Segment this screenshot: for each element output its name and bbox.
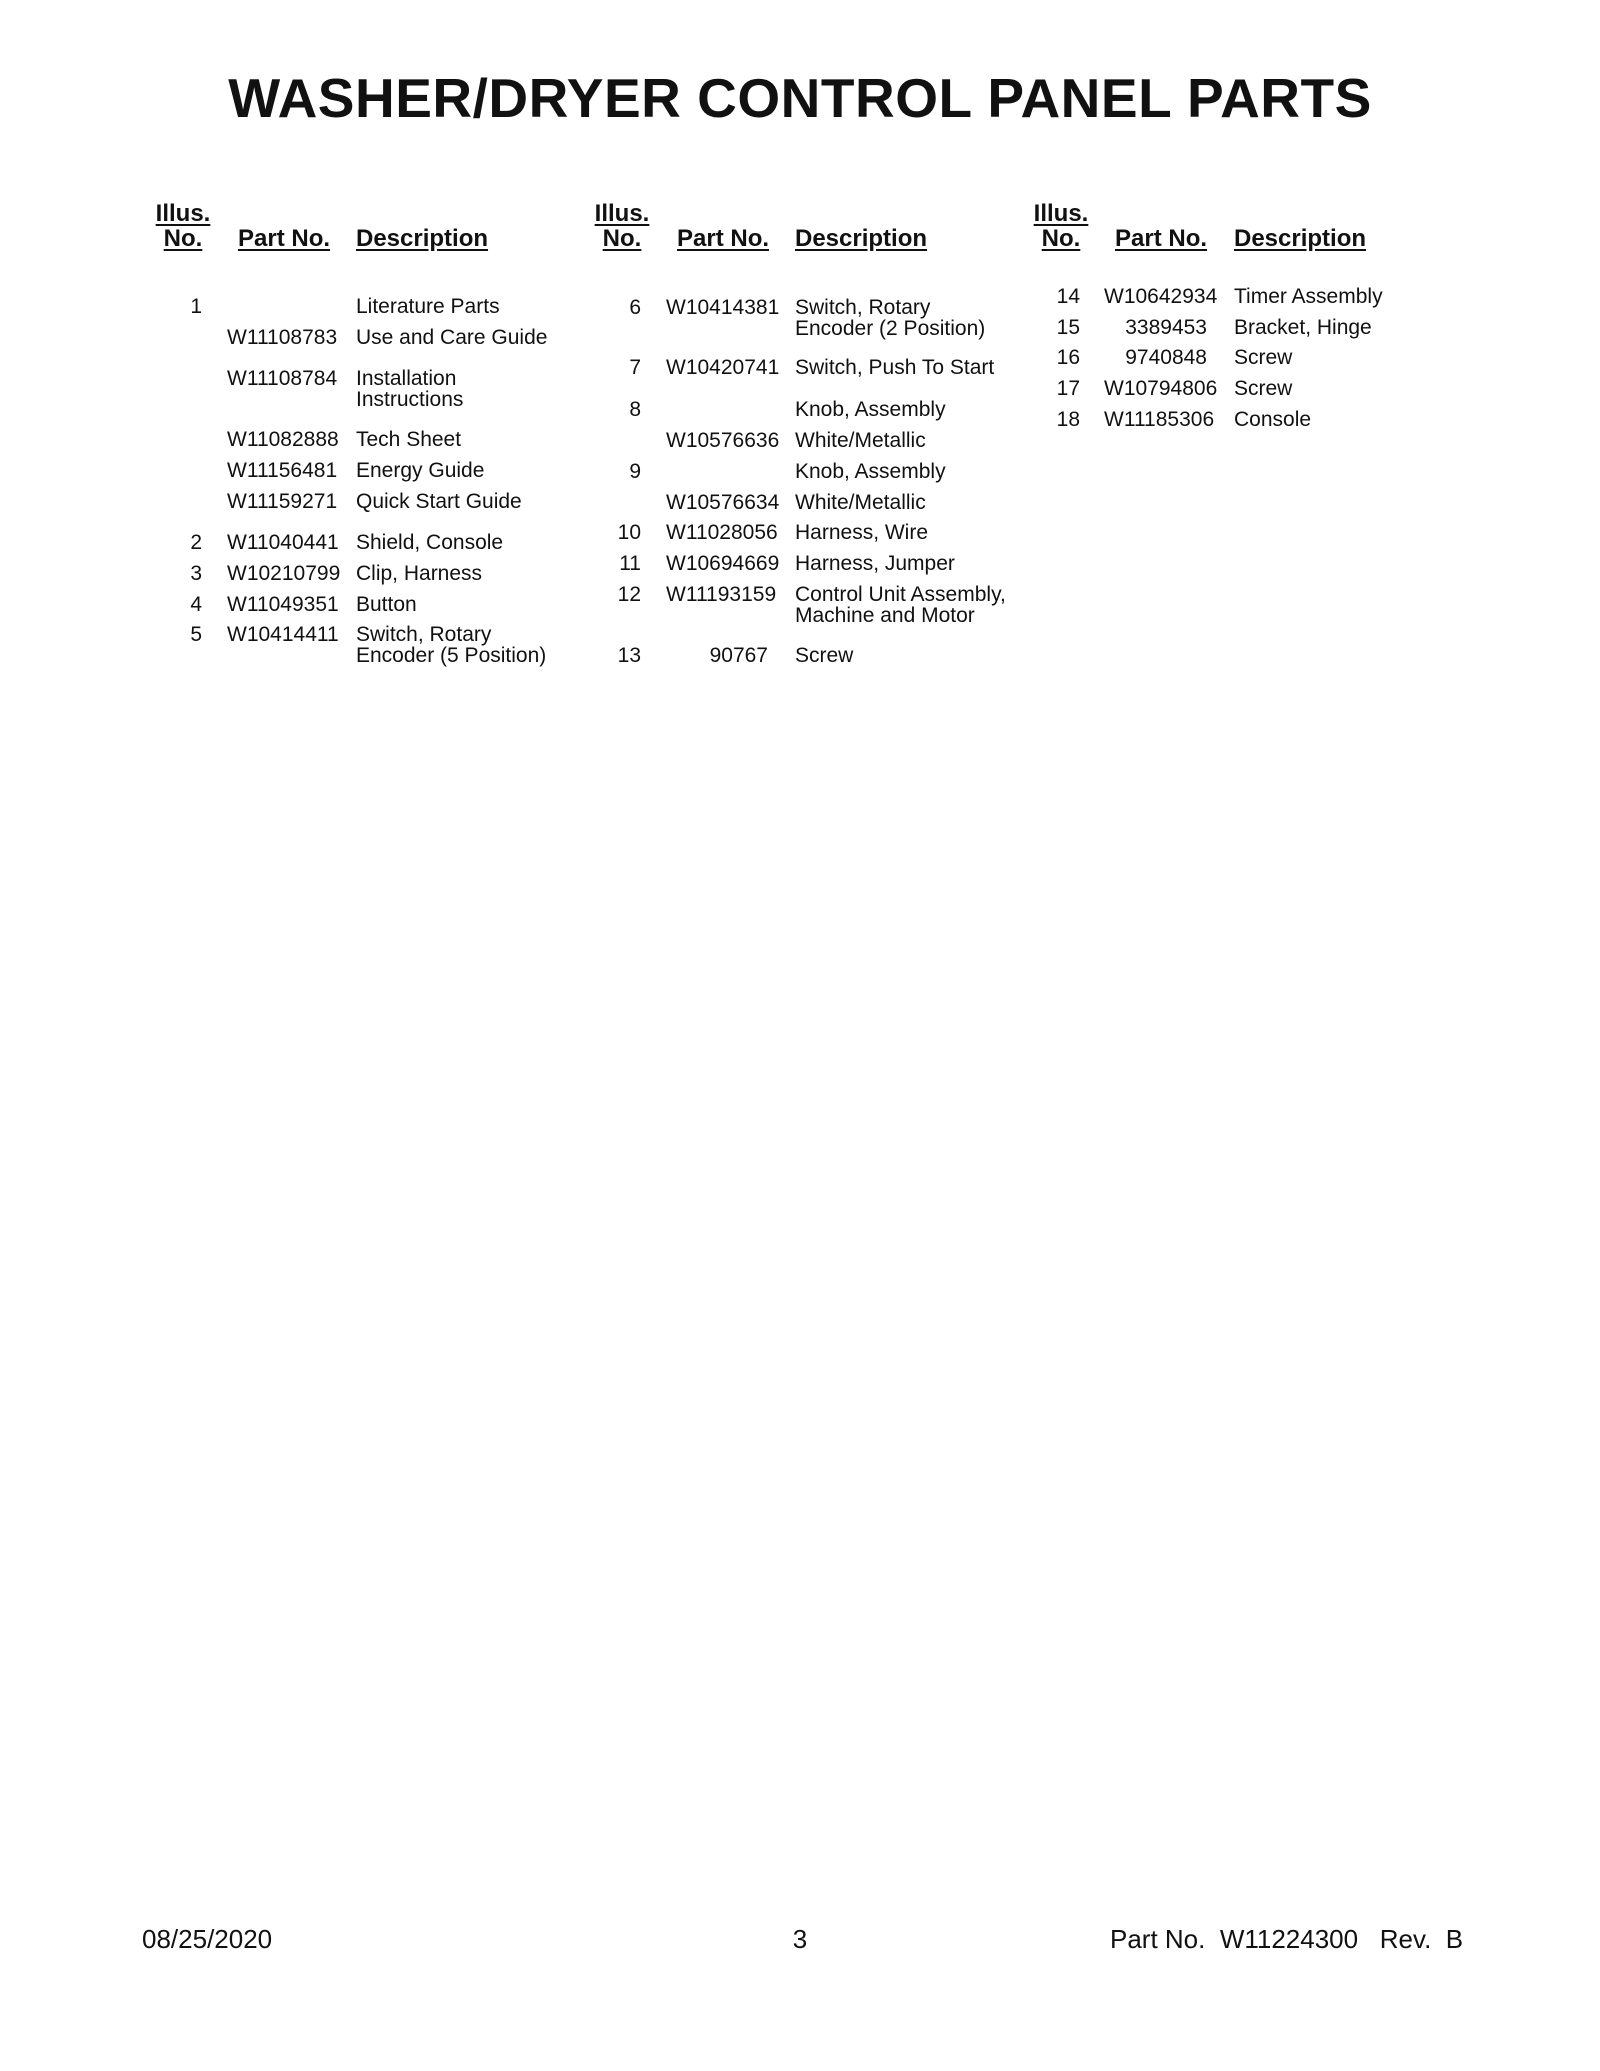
part-description: Energy Guide: [356, 459, 485, 482]
header-illus-no: [154, 201, 212, 251]
part-description: Switch, Rotary: [795, 296, 931, 319]
header-description: Description: [1234, 225, 1367, 252]
illus-number: 2: [190, 531, 202, 554]
header-illus-label: Illus.: [594, 200, 650, 227]
part-number: W11159271: [227, 490, 338, 513]
header-illus-label: Illus.: [1033, 200, 1089, 227]
header-part-no: Part No.: [1115, 225, 1208, 252]
part-number: W11108784: [227, 367, 338, 390]
part-number: 9740848: [1125, 346, 1207, 369]
part-description: Shield, Console: [356, 531, 504, 554]
header-description: Description: [356, 225, 489, 252]
part-description: Instructions: [356, 388, 464, 411]
part-number: W10414411: [227, 623, 339, 646]
illus-number: 1: [190, 295, 202, 318]
header-illus-label: Illus.: [155, 200, 211, 227]
part-description: Button: [356, 593, 417, 616]
illus-number: 3: [190, 562, 202, 585]
illus-number: 15: [1056, 316, 1080, 339]
header-no-label: No.: [163, 225, 203, 252]
illus-number: 12: [617, 583, 641, 606]
illus-number: 14: [1056, 285, 1080, 308]
part-description: Quick Start Guide: [356, 490, 522, 513]
illus-number: 16: [1056, 346, 1080, 369]
part-number: W10576636: [666, 429, 780, 452]
header-description: Description: [795, 225, 928, 252]
illus-number: 5: [190, 623, 202, 646]
part-description: White/Metallic: [795, 491, 926, 514]
part-number: W10420741: [666, 356, 780, 379]
part-description: Literature Parts: [356, 295, 500, 318]
part-number: 90767: [709, 644, 768, 667]
part-number: W11028056: [666, 521, 778, 544]
illus-number: 13: [617, 644, 641, 667]
part-description: Screw: [1234, 346, 1293, 369]
part-description: Tech Sheet: [356, 428, 462, 451]
part-number: W11108783: [227, 326, 338, 349]
part-description: Clip, Harness: [356, 562, 483, 585]
part-description: Installation: [356, 367, 457, 390]
header-part-no: Part No.: [677, 225, 770, 252]
part-description: Knob, Assembly: [795, 398, 946, 421]
part-description: Control Unit Assembly,: [795, 583, 1006, 606]
part-description: White/Metallic: [795, 429, 926, 452]
part-description: Machine and Motor: [795, 604, 975, 627]
illus-number: 9: [629, 460, 641, 483]
part-number: W10694669: [666, 552, 780, 575]
illus-number: 10: [617, 521, 641, 544]
part-number: W10576634: [666, 491, 780, 514]
illus-number: 8: [629, 398, 641, 421]
part-number: W10414381: [666, 296, 780, 319]
part-number: W11185306: [1104, 408, 1215, 431]
part-description: Harness, Wire: [795, 521, 929, 544]
part-number: W11193159: [666, 583, 777, 606]
footer-document-number: Part No. W11224300 Rev. B: [1110, 1924, 1464, 1954]
header-part-no: Part No.: [238, 225, 331, 252]
part-description: Screw: [795, 644, 854, 667]
footer-page-number: 3: [792, 1924, 808, 1954]
part-description: Encoder (2 Position): [795, 317, 986, 340]
part-number: W10210799: [227, 562, 341, 585]
part-description: Knob, Assembly: [795, 460, 946, 483]
part-description: Encoder (5 Position): [356, 644, 547, 667]
part-description: Use and Care Guide: [356, 326, 548, 349]
header-no-label: No.: [602, 225, 642, 252]
part-number: W11040441: [227, 531, 339, 554]
part-description: Switch, Push To Start: [795, 356, 995, 379]
illus-number: 7: [629, 356, 641, 379]
part-description: Timer Assembly: [1234, 285, 1383, 308]
part-description: Switch, Rotary: [356, 623, 492, 646]
part-description: Bracket, Hinge: [1234, 316, 1372, 339]
illus-number: 17: [1056, 377, 1080, 400]
illus-number: 11: [619, 552, 641, 575]
part-description: Console: [1234, 408, 1312, 431]
header-illus-no: [1032, 201, 1090, 251]
illus-number: 18: [1056, 408, 1080, 431]
part-number: W11082888: [227, 428, 339, 451]
part-number: W11049351: [227, 593, 339, 616]
part-number: W10642934: [1104, 285, 1218, 308]
illus-number: 4: [190, 593, 202, 616]
part-number: W11156481: [227, 459, 338, 482]
part-description: Screw: [1234, 377, 1293, 400]
footer-date: 08/25/2020: [142, 1924, 273, 1954]
page-title: WASHER/DRYER CONTROL PANEL PARTS: [228, 67, 1372, 129]
header-illus-no: [593, 201, 651, 251]
part-number: W10794806: [1104, 377, 1218, 400]
part-number: 3389453: [1125, 316, 1207, 339]
header-no-label: No.: [1041, 225, 1081, 252]
illus-number: 6: [629, 296, 641, 319]
part-description: Harness, Jumper: [795, 552, 955, 575]
